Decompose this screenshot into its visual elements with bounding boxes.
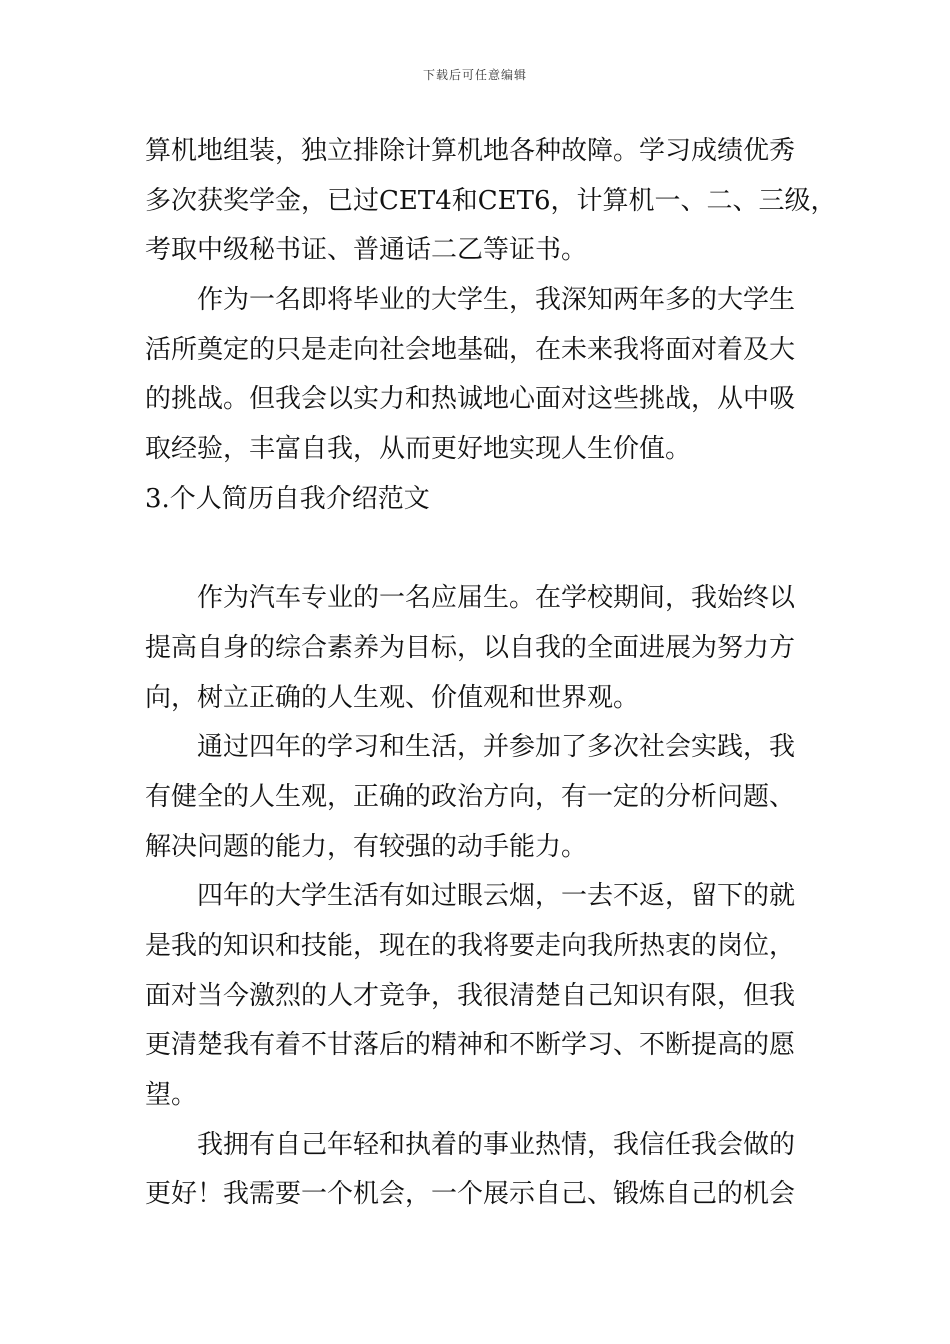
page-header: 下载后可任意编辑 [422, 68, 527, 82]
paragraph-start-line: 作为一名即将毕业的大学生，我深知两年多的大学生 [197, 285, 796, 316]
blank-gap [145, 525, 810, 575]
text-line: 面对当今激烈的人才竞争，我很清楚自己知识有限，但我 [145, 980, 796, 1011]
text-line: 更清楚我有着不甘落后的精神和不断学习、不断提高的愿 [145, 1030, 796, 1061]
paragraph-start-line: 通过四年的学习和生活，并参加了多次社会实践，我 [197, 732, 796, 763]
text-line: 更好！我需要一个机会，一个展示自己、锻炼自己的机会 [145, 1179, 796, 1210]
paragraph-start-line: 作为汽车专业的一名应届生。在学校期间，我始终以 [197, 583, 796, 614]
text-line: 活所奠定的只是走向社会地基础，在未来我将面对着及大 [145, 334, 796, 365]
text-line: 向，树立正确的人生观、价值观和世界观。 [145, 682, 640, 713]
text-line: 多次获奖学金，已过CET4和CET6，计算机一、二、三级， [145, 185, 837, 216]
text-line: 望。 [145, 1080, 198, 1111]
document-body [145, 127, 837, 1220]
text-line: 提高自身的综合素养为目标，以自我的全面进展为努力方 [145, 632, 796, 663]
section-heading: 3.个人简历自我介绍范文 [145, 483, 430, 514]
text-line: 有健全的人生观，正确的政治方向，有一定的分析问题、 [145, 781, 796, 812]
text-line: 解决问题的能力，有较强的动手能力。 [145, 831, 588, 862]
text-line: 的挑战。但我会以实力和热诚地心面对这些挑战，从中吸 [145, 384, 796, 415]
text-line: 算机地组装，独立排除计算机地各种故障。学习成绩优秀 [145, 136, 796, 166]
paragraph-start-line: 四年的大学生活有如过眼云烟，一去不返，留下的就 [197, 881, 796, 912]
text-line: 考取中级秘书证、普通话二乙等证书。 [145, 235, 588, 266]
paragraph-start-line: 我拥有自己年轻和执着的事业热情，我信任我会做的 [197, 1129, 796, 1160]
text-line: 是我的知识和技能，现在的我将要走向我所热衷的岗位， [145, 931, 796, 961]
text-line: 取经验，丰富自我，从而更好地实现人生价值。 [145, 434, 692, 465]
